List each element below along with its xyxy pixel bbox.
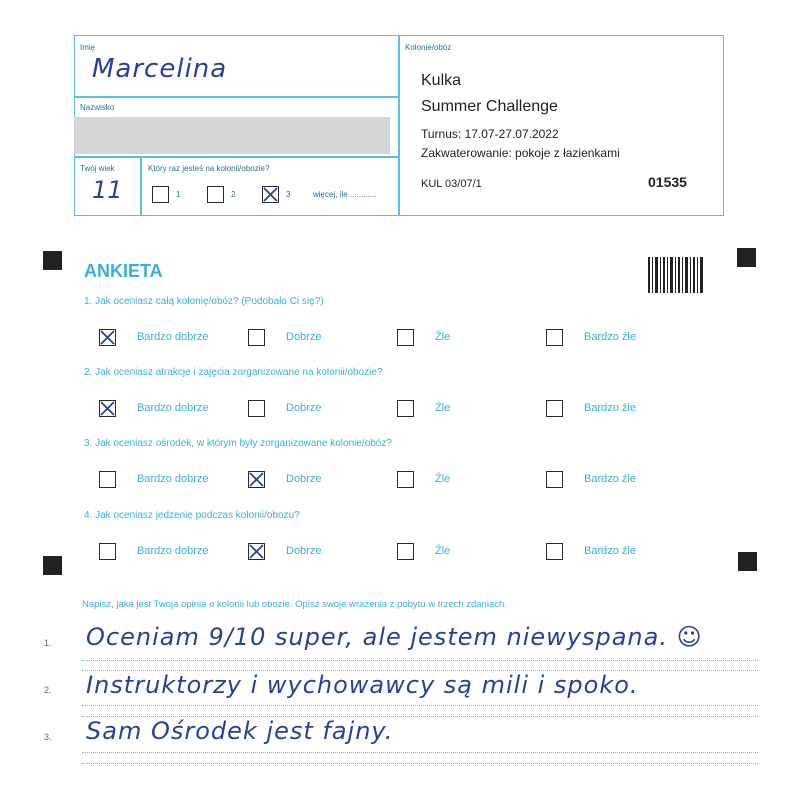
header-divider-row2 [74, 156, 399, 158]
header-divider-vertical [398, 35, 400, 216]
opinion-answer-2[interactable]: Instruktorzy i wychowawcy są mili i spoko. [86, 671, 639, 699]
opinion-answer-3[interactable]: Sam Ośrodek jest fajny. [86, 717, 394, 745]
visit-count-checkbox-1[interactable] [152, 186, 169, 203]
question-3-option-2-label: Dobrze [286, 473, 322, 485]
question-3-checkbox-2[interactable] [248, 471, 265, 488]
registration-marker-mid-right [738, 552, 757, 571]
visit-count-checkbox-2[interactable] [207, 186, 224, 203]
writing-line-3 [82, 752, 758, 753]
check-x-icon [99, 400, 116, 417]
barcode-icon [648, 257, 704, 293]
visit-count-option-2: 2 [231, 190, 236, 199]
camp-code: KUL 03/07/1 [421, 178, 482, 190]
first-name-label: Imię [80, 43, 96, 52]
question-2-checkbox-3[interactable] [397, 400, 414, 417]
question-4-checkbox-3[interactable] [397, 543, 414, 560]
question-1-option-1-label: Bardzo dobrze [137, 331, 209, 343]
form-number: 01535 [648, 174, 687, 190]
writing-line-2 [82, 705, 758, 706]
camp-name: Kulka [421, 72, 462, 89]
check-x-icon [99, 329, 116, 346]
visit-count-option-3: 3 [286, 190, 291, 199]
question-3-checkbox-3[interactable] [397, 471, 414, 488]
question-3-option-1-label: Bardzo dobrze [137, 473, 209, 485]
registration-marker-top-right [737, 248, 756, 267]
header-divider-age [140, 156, 142, 216]
question-1-checkbox-1[interactable] [99, 329, 116, 346]
question-1-option-3-label: Źle [435, 331, 451, 343]
question-4-option-3-label: Źle [435, 545, 451, 557]
question-4-option-1-label: Bardzo dobrze [137, 545, 209, 557]
question-1-checkbox-2[interactable] [248, 329, 265, 346]
question-1-text: 1. Jak oceniasz całą kolonię/obóz? (Podobało Ci się?) [84, 296, 324, 307]
camp-turnus: Turnus: 17.07-27.07.2022 [421, 127, 559, 141]
question-4-checkbox-2[interactable] [248, 543, 265, 560]
check-x-icon [262, 186, 279, 203]
survey-title: ANKIETA [84, 261, 163, 281]
question-2-option-4-label: Bardzo źle [584, 402, 636, 414]
question-2-checkbox-1[interactable] [99, 400, 116, 417]
visit-count-label: Który raz jesteś na kolonii/obozie? [148, 164, 270, 173]
header-divider-row1 [74, 96, 399, 98]
question-3-option-4-label: Bardzo źle [584, 473, 636, 485]
question-3-checkbox-1[interactable] [99, 471, 116, 488]
question-2-checkbox-4[interactable] [546, 400, 563, 417]
visit-count-option-more: więcej, ile ............ [313, 190, 377, 199]
writing-line-3b [82, 763, 758, 764]
question-2-option-3-label: Źle [435, 402, 451, 414]
question-1-checkbox-4[interactable] [546, 329, 563, 346]
question-2-checkbox-2[interactable] [248, 400, 265, 417]
visit-count-option-1: 1 [176, 190, 181, 199]
registration-marker-top-left [43, 251, 62, 270]
age-label: Twój wiek [80, 164, 115, 173]
question-1-checkbox-3[interactable] [397, 329, 414, 346]
question-4-option-2-label: Dobrze [286, 545, 322, 557]
question-2-option-1-label: Bardzo dobrze [137, 402, 209, 414]
line-number-2: 2. [44, 685, 52, 695]
check-x-icon [248, 543, 265, 560]
visit-count-checkbox-3[interactable] [262, 186, 279, 203]
question-1-option-2-label: Dobrze [286, 331, 322, 343]
registration-marker-mid-left [43, 556, 62, 575]
question-4-option-4-label: Bardzo źle [584, 545, 636, 557]
question-3-text: 3. Jak oceniasz ośrodek, w którym były zorganizowane kolonie/obóz? [84, 438, 392, 449]
question-3-option-3-label: Źle [435, 473, 451, 485]
camp-label: Kolonie/obóz [405, 43, 452, 52]
question-4-text: 4. Jak oceniasz jedzenie podczas kolonii/obozu? [84, 510, 300, 521]
line-number-1: 1. [44, 638, 52, 648]
first-name-value[interactable]: Marcelina [92, 54, 228, 84]
camp-accommodation: Zakwaterowanie: pokoje z łazienkami [421, 146, 620, 160]
question-2-text: 2. Jak oceniasz atrakcje i zajęcia zorganizowane na kolonii/obozie? [84, 367, 383, 378]
question-4-checkbox-4[interactable] [546, 543, 563, 560]
last-name-label: Nazwisko [80, 103, 115, 112]
last-name-redacted [74, 117, 390, 154]
question-3-checkbox-4[interactable] [546, 471, 563, 488]
question-2-option-2-label: Dobrze [286, 402, 322, 414]
camp-program: Summer Challenge [421, 98, 558, 115]
question-1-option-4-label: Bardzo źle [584, 331, 636, 343]
opinion-prompt: Napisz, jaka jest Twoja opinia o kolonii lub obozie. Opisz swoje wrażenia z pobytu w trzech zdaniach. [82, 599, 507, 610]
check-x-icon [248, 471, 265, 488]
line-number-3: 3. [44, 732, 52, 742]
opinion-answer-1[interactable]: Oceniam 9/10 super, ale jestem niewyspana. ☺ [86, 623, 703, 651]
age-value[interactable]: 11 [92, 176, 123, 204]
writing-line-1 [82, 660, 758, 661]
question-4-checkbox-1[interactable] [99, 543, 116, 560]
